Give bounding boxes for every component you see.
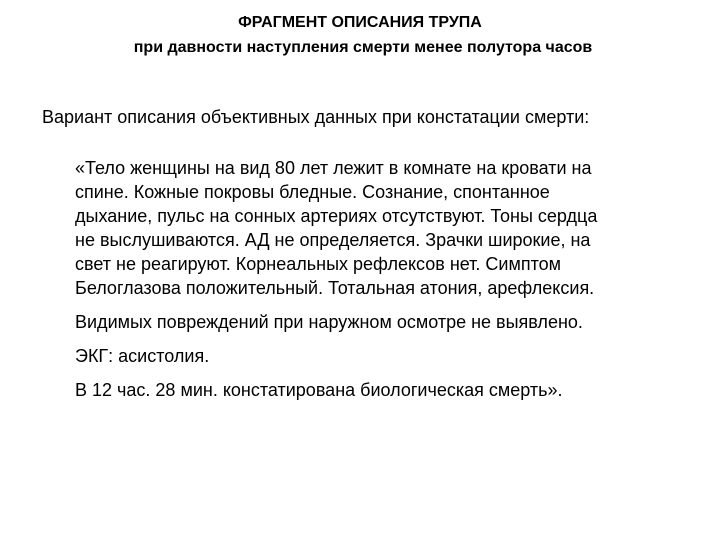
description-line: спине. Кожные покровы бледные. Сознание, спонтанное [75,182,550,202]
description-line: дыхание, пульс на сонных артериях отсутствуют. Тоны сердца [75,206,598,226]
intro-text: Вариант описания объективных данных при констатации смерти: [42,107,590,127]
description-line: Видимых повреждений при наружном осмотре не выявлено. [75,312,583,332]
description-line: ЭКГ: асистолия. [75,346,210,366]
description-line: не выслушиваются. АД не определяется. Зрачки широкие, на [75,230,591,250]
description-line: свет не реагируют. Корнеальных рефлексов нет. Симптом [75,254,562,274]
description-line: «Тело женщины на вид 80 лет лежит в комнате на кровати на [75,158,592,178]
quoted-description [75,156,715,402]
slide-subtitle: при давности наступления смерти менее полутора часов [133,39,593,56]
slide-title: ФРАГМЕНТ ОПИСАНИЯ ТРУПА [238,14,482,31]
description-line: Белоглазова положительный. Тотальная атония, арефлексия. [75,278,595,298]
description-line: В 12 час. 28 мин. констатирована биологическая смерть». [75,380,563,400]
